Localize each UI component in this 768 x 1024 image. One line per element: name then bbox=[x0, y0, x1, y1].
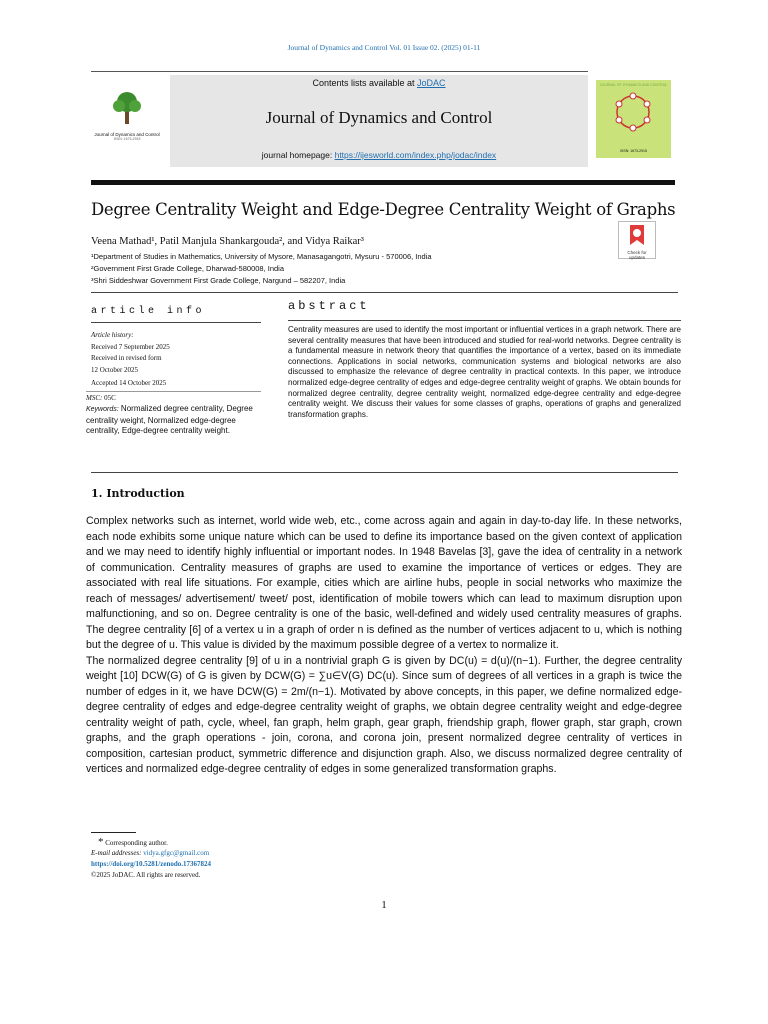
paper-title: Degree Centrality Weight and Edge-Degree Centrality Weight of Graphs bbox=[91, 200, 676, 219]
history-revised-date: 12 October 2025 bbox=[91, 366, 139, 374]
contents-line bbox=[170, 78, 588, 88]
logo-issn: ISSN: 1673-2915 bbox=[113, 137, 141, 141]
bookmark-icon bbox=[627, 224, 647, 246]
history-accepted: Accepted 14 October 2025 bbox=[91, 379, 167, 387]
msc-value: 05C bbox=[104, 394, 116, 402]
footnote-email bbox=[91, 849, 209, 857]
footnote-mark: * bbox=[98, 836, 104, 848]
jodac-link[interactable]: JoDAC bbox=[417, 78, 446, 88]
banner-thick-rule bbox=[91, 180, 675, 185]
affiliation-1: ¹Department of Studies in Mathematics, University of Mysore, Manasagangotri, Mysuru - 570006, India bbox=[91, 252, 432, 261]
introduction-body bbox=[86, 514, 682, 778]
running-header: Journal of Dynamics and Control Vol. 01 Issue 02. (2025) 01-11 bbox=[287, 43, 481, 52]
article-info-heading: article info bbox=[91, 306, 206, 317]
tree-icon bbox=[107, 88, 147, 128]
badge-line2: updates bbox=[628, 255, 645, 260]
journal-logo bbox=[92, 88, 162, 154]
cover-graph-icon bbox=[596, 87, 671, 137]
article-info-rule bbox=[91, 322, 261, 323]
doi-link[interactable]: https://doi.org/10.5281/zenodo.17367824 bbox=[91, 860, 211, 868]
msc-line: MSC: 05C bbox=[86, 394, 116, 402]
contents-prefix: Contents lists available at bbox=[312, 78, 415, 88]
history-label: Article history: bbox=[91, 331, 134, 339]
affiliation-3: ³Shri Siddeshwar Government First Grade College, Nargund – 582207, India bbox=[91, 276, 346, 285]
intro-paragraph-2: The normalized degree centrality [9] of u in a nontrivial graph G is given by DC(u) = d(u)/(n−1). Further, the degree centrality weight [10] DCW(G) of G is given by DCW(G) = ∑u∈V(G) DC(u). Since sum of degrees of all vertices in a graph is twice the number of edges in it, we have DCW(G) = 2m/(n−1). Motivated by above concepts, in this paper, we define normalized edge-degree centrality of edges and edge-degree centrality weight of graphs, we obtain degree centrality weight and edge-degree centrality weight of path, cycle, wheel, fan graph, helm graph, gear graph, friendship graph, flower graph, star graph, crown graphs, and the graph operations - join, corona, and corona join, present normalized degree centrality of vertices in composition, cartesian product, symmetric difference and disjunction graph. Also, we discuss normalized degree centrality of vertices and normalized edge-degree centrality of edges in some generalized transformation graphs. bbox=[86, 654, 682, 775]
journal-cover bbox=[596, 80, 671, 158]
footnote-corresponding: * Corresponding author. bbox=[98, 836, 168, 848]
history-received: Received 7 September 2025 bbox=[91, 343, 170, 351]
abstract-heading: abstract bbox=[288, 299, 370, 313]
keywords-label: Keywords: bbox=[86, 406, 119, 413]
badge-line1: Check for bbox=[627, 250, 647, 255]
email-link[interactable]: vidya.gfgc@gmail.com bbox=[143, 849, 210, 857]
footnote-copyright: ©2025 JoDAC. All rights are reserved. bbox=[91, 871, 201, 879]
cover-issn: ISSN: 1673-2915 bbox=[620, 149, 647, 153]
abstract-text: Centrality measures are used to identify the most important or influential vertices in a graph network. There are several centrality measures that have been introduced and studied for real-world networks. Degree centrality is a fundamental measure in network theory that quantifies the importance of a vertex, based on its immediate connections. Applications in social networks, communication systems and biological networks are also discussed to emphasize the relevance of degree centrality in practical contexts. In this paper, we introduce normalized edge-degree centrality of edges and edge-degree centrality weight of graphs. We obtain bounds for normalized degree centrality, degree centrality weight, normalized edge-degree centrality and edge-degree centrality weight. We discuss their values for some classes of graphs, operations of graphs and generalized transformation graphs. bbox=[288, 325, 681, 419]
keywords-text: Normalized degree centrality, Degree centrality weight, Normalized edge-degree centrality, Edge-degree centrality weight. bbox=[86, 404, 253, 435]
logo-caption: Journal of Dynamics and Control bbox=[94, 132, 160, 137]
check-for-updates-badge[interactable] bbox=[618, 221, 656, 259]
homepage-line bbox=[170, 150, 588, 160]
footnote-rule bbox=[91, 832, 136, 833]
affiliation-rule bbox=[91, 292, 678, 293]
history-rule bbox=[86, 391, 261, 392]
keywords-block bbox=[86, 404, 256, 437]
email-label: E-mail addresses: bbox=[91, 849, 142, 857]
homepage-link[interactable]: https://ijesworld.com/index.php/jodac/index bbox=[334, 150, 497, 160]
abstract-bottom-rule bbox=[91, 472, 678, 473]
intro-paragraph-1: Complex networks such as internet, world wide web, etc., come across again and again in day-to-day life. In these networks, each node exhibits some unique nature which can be used to define its importance based on the given context of application and we may need to identify highly influential or important nodes. In 1948 Bavelas [3], gave the idea of centrality in a network of communication. Centrality measures of graphs are used to examine the importance of vertices or edges. They are associated with real life situations. For example, cities which are airline hubs, people in social networks who maximize the reach of messages/ advertisement/ tweet/ post, identification of mobile towers which can lead to maximum disruption upon malfunctioning, and so on. Degree centrality is one of the basic, well-defined and widely used centrality measures of graphs. The degree centrality [6] of a vertex u in a graph of order n is defined as the number of vertices adjacent to u, which is nothing but the degree of u. This value is divided by the maximum possible degree of a vertex to normalize it. bbox=[86, 515, 682, 651]
header-rule bbox=[91, 71, 588, 72]
abstract-rule bbox=[288, 320, 681, 321]
page-number: 1 bbox=[381, 899, 387, 911]
cover-title: JOURNAL OF DYNAMICS AND CONTROL bbox=[599, 83, 668, 87]
affiliation-2: ²Government First Grade College, Dharwad-580008, India bbox=[91, 264, 285, 273]
history-revised: Received in revised form bbox=[91, 354, 162, 362]
journal-title: Journal of Dynamics and Control bbox=[265, 108, 493, 127]
paper-authors: Veena Mathad¹, Patil Manjula Shankargouda², and Vidya Raikar³ bbox=[91, 236, 364, 247]
section-heading-introduction: 1. Introduction bbox=[91, 487, 185, 500]
footnote-doi bbox=[91, 860, 211, 868]
homepage-prefix: journal homepage: bbox=[261, 150, 333, 160]
